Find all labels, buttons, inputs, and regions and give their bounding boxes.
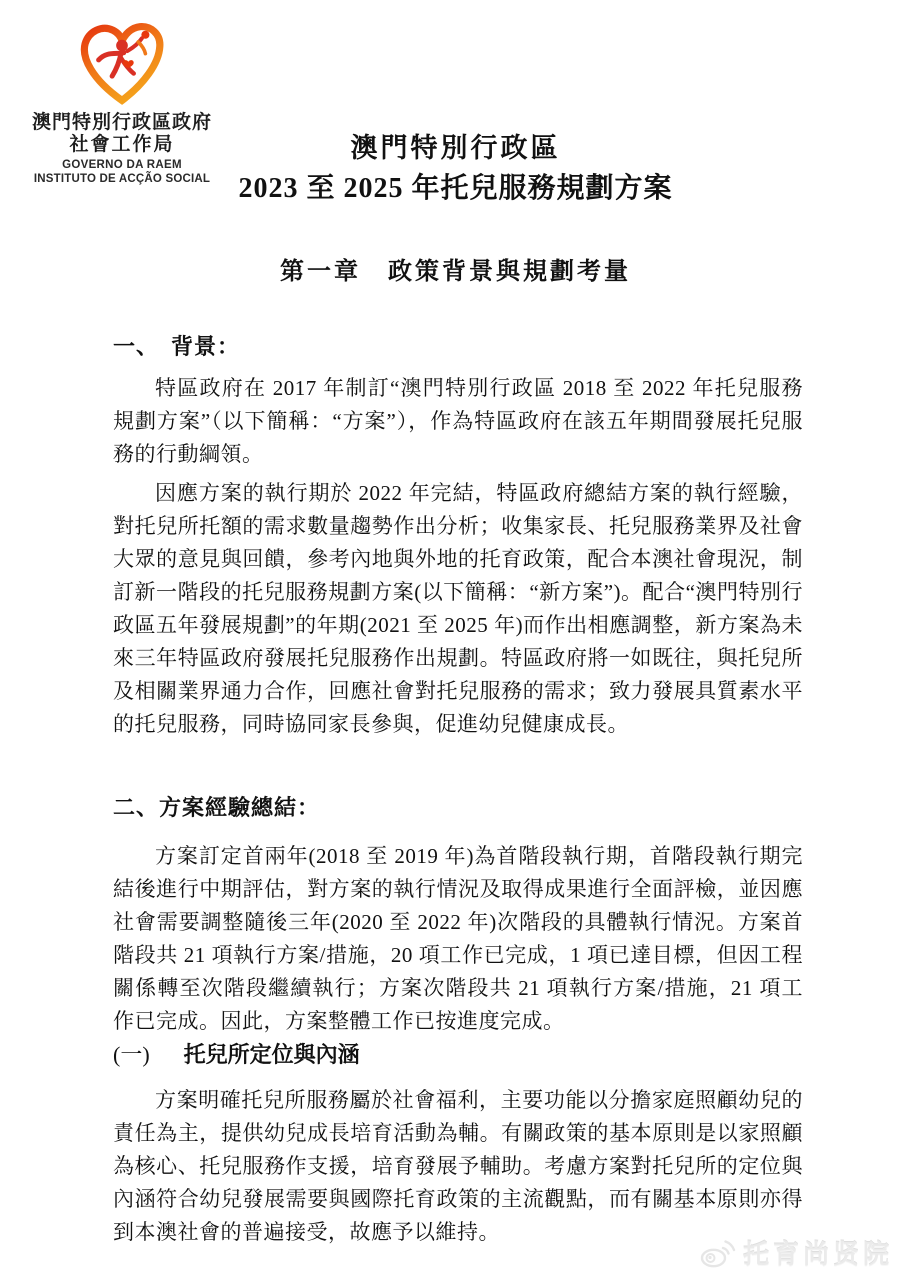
agency-logo-block [22,22,222,186]
subsection-1-paragraph-1: 方案明確托兒所服務屬於社會福利，主要功能以分擔家庭照顧幼兒的責任為主，提供幼兒成長培育活動為輔。有關政策的基本原則是以家照顧為核心、托兒服務作支援，培育發展予輔助。考慮方案對托兒所的定位與內涵符合幼兒發展需要與國際托育政策的主流觀點，而有關基本原則亦得到本澳社會的普遍接受，故應予以維持。 [113,1088,803,1244]
document-body [113,330,803,1249]
org-name-pt-line2: INSTITUTO DE ACÇÃO SOCIAL [33,173,211,185]
chapter-heading: 第一章 政策背景與規劃考量 [280,259,631,285]
subsection-1-title: 托兒所定位與內涵 [183,1042,360,1067]
watermark [700,1234,893,1271]
section-1-paragraph-2: 因應方案的執行期於 2022 年完結，特區政府總結方案的執行經驗，對托兒所托額的需求數量趨勢作出分析；收集家長、托兒服務業界及社會大眾的意見與回饋，參考內地與外地的托育政策，配合本澳社會現況，制訂新一階段的托兒服務規劃方案(以下簡稱：“新方案”)。配合“澳門特別行政區五年發展規劃”的年期(2021 至 2025 年)而作出相應調整，新方案為未來三年特區政府發展托兒服務作出規劃。特區政府將一如既往，與托兒所及相關業界通力合作，回應社會對托兒服務的需求；致力發展具質素水平的托兒服務，同時協同家長參與，促進幼兒健康成長。 [113,481,803,736]
section-2-heading: 二、方案經驗總結： [113,795,321,820]
document-title-line2: 2023 至 2025 年托兒服務規劃方案 [238,173,673,204]
weibo-icon [700,1238,736,1268]
watermark-text: 托育尚贤院 [742,1239,893,1269]
subsection-1-number: (一) [113,1042,150,1067]
subsection-1-heading [113,1038,803,1072]
section-1-heading: 一、 背景： [113,334,241,359]
org-name-zh-line1: 澳門特別行政區政府 [31,112,212,133]
section-2-paragraph-1: 方案訂定首兩年(2018 至 2019 年)為首階段執行期，首階段執行期完結後進行中期評估，對方案的執行情況及取得成果進行全面評檢，並因應社會需要調整隨後三年(2020 至 2022 年)次階段的具體執行情況。方案首階段共 21 項執行方案/措施，20 項工作已完成，1 項已達目標，但因工程關係轉至次階段繼續執行；方案次階段共 21 項執行方案/措施，21 項工作已完成。因此，方案整體工作已按進度完成。 [113,844,803,1033]
org-name-pt-line1: GOVERNO DA RAEM [62,159,182,171]
org-name-zh-line2: 社會工作局 [69,134,175,155]
section-1-paragraph-1: 特區政府在 2017 年制訂“澳門特別行政區 2018 至 2022 年托兒服務規劃方案”（以下簡稱：“方案”），作為特區政府在該五年期間發展托兒服務的行動綱領。 [113,376,803,466]
heart-figures-logo-icon [77,22,167,106]
document-title-line1: 澳門特別行政區 [350,133,561,163]
